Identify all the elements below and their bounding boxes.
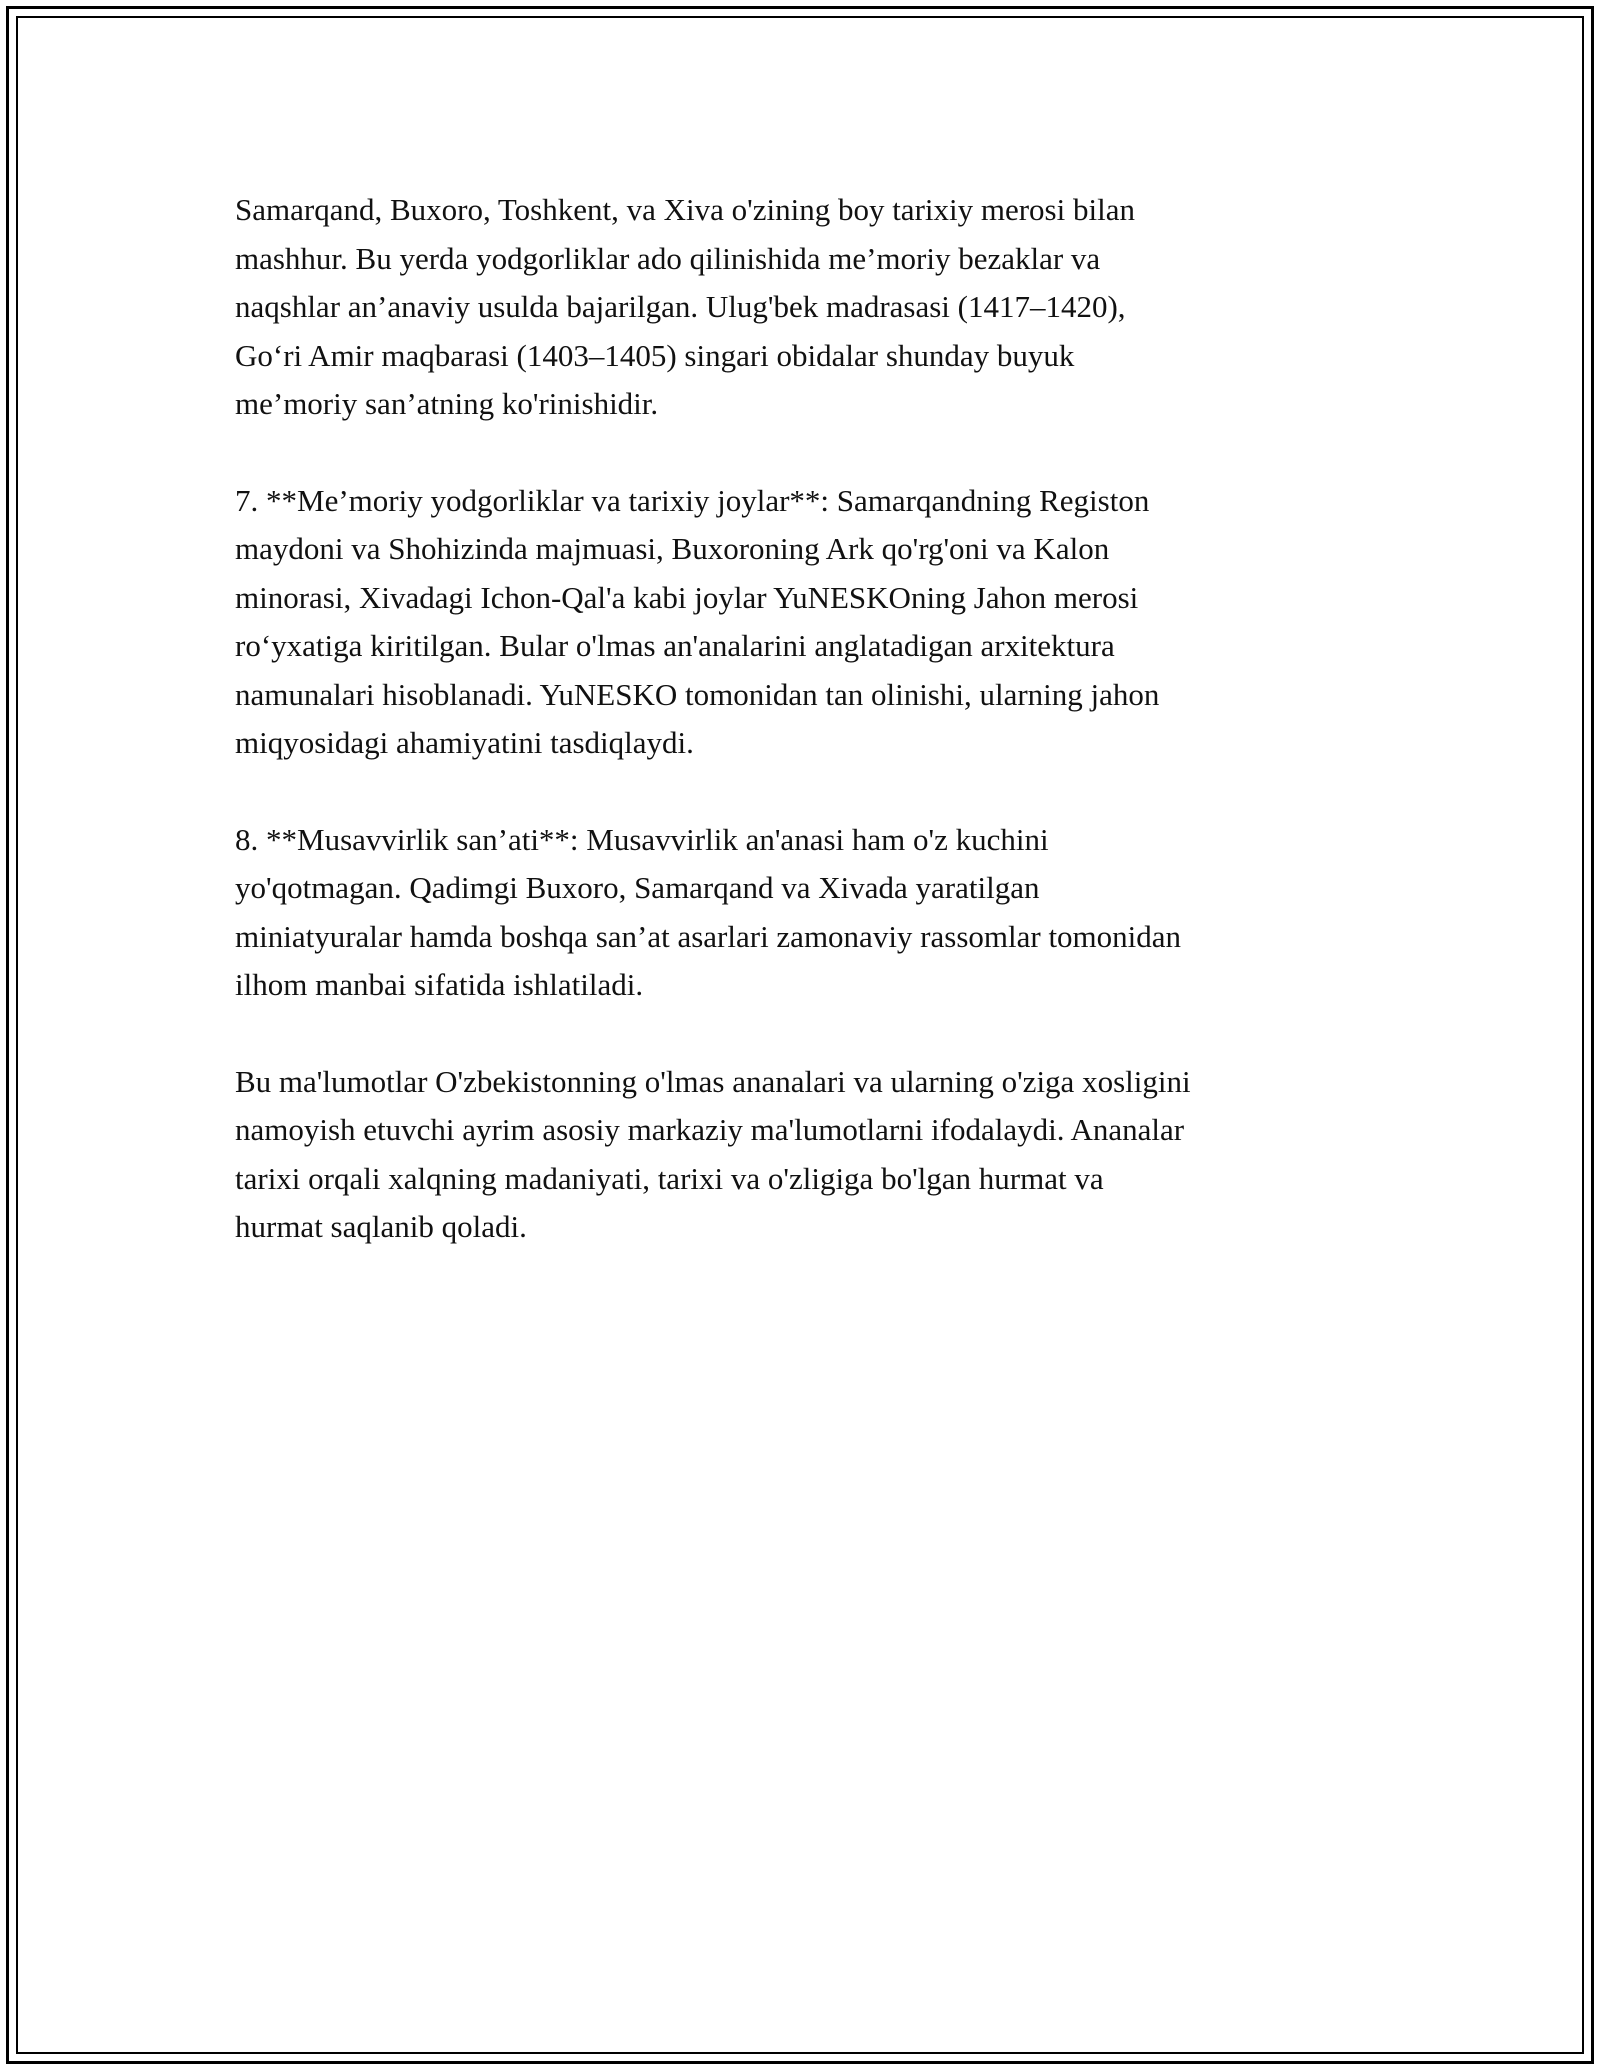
text-line: yo'qotmagan. Qadimgi Buxoro, Samarqand va Xivada yaratilgan (235, 870, 1040, 905)
text-line: maydoni va Shohizinda majmuasi, Buxoroning Ark qo'rg'oni va Kalon (235, 531, 1110, 566)
text-line: namunalari hisoblanadi. YuNESKO tomonidan tan olinishi, ularning jahon (235, 676, 1160, 712)
text-line: Go‘ri Amir maqbarasi (1403–1405) singari obidalar shunday buyuk (235, 337, 1075, 373)
text-line: ilhom manbai sifatida ishlatiladi. (235, 967, 644, 1002)
document-body (235, 186, 1375, 1300)
text-line: hurmat saqlanib qoladi. (235, 1209, 527, 1244)
text-line: ro‘yxatiga kiritilgan. Bular o'lmas an'analarini anglatadigan arxitektura (235, 628, 1115, 663)
text-line: miniatyuralar hamda boshqa san’at asarlari zamonaviy rassomlar tomonidan (235, 918, 1182, 954)
paragraph-conclusion (235, 1058, 1375, 1252)
text-line: tarixi orqali xalqning madaniyati, tarixi va o'zligiga bo'lgan hurmat va (235, 1160, 1104, 1196)
paragraph-item-7 (235, 477, 1375, 768)
text-line: 7. **Me’moriy yodgorliklar va tarixiy joylar**: Samarqandning Registon (235, 482, 1150, 518)
text-line: naqshlar an’anaviy usulda bajarilgan. Ulug'bek madrasasi (1417–1420), (235, 289, 1126, 324)
paragraph-intro-cities (235, 186, 1375, 429)
text-line: miqyosidagi ahamiyatini tasdiqlaydi. (235, 725, 694, 760)
paragraph-item-8 (235, 816, 1375, 1010)
text-line: namoyish etuvchi ayrim asosiy markaziy ma'lumotlarni ifodalaydi. Ananalar (235, 1112, 1185, 1147)
text-line: mashhur. Bu yerda yodgorliklar ado qilinishida me’moriy bezaklar va (235, 240, 1101, 276)
text-line: me’moriy san’atning ko'rinishidir. (235, 386, 659, 421)
text-line: minorasi, Xivadagi Ichon-Qal'a kabi joylar YuNESKOning Jahon merosi (235, 579, 1139, 615)
text-line: 8. **Musavvirlik san’ati**: Musavvirlik an'anasi ham o'z kuchini (235, 821, 1049, 857)
text-line: Samarqand, Buxoro, Toshkent, va Xiva o'zining boy tarixiy merosi bilan (235, 192, 1135, 227)
text-line: Bu ma'lumotlar O'zbekistonning o'lmas ananalari va ularning o'ziga xosligini (235, 1063, 1191, 1099)
